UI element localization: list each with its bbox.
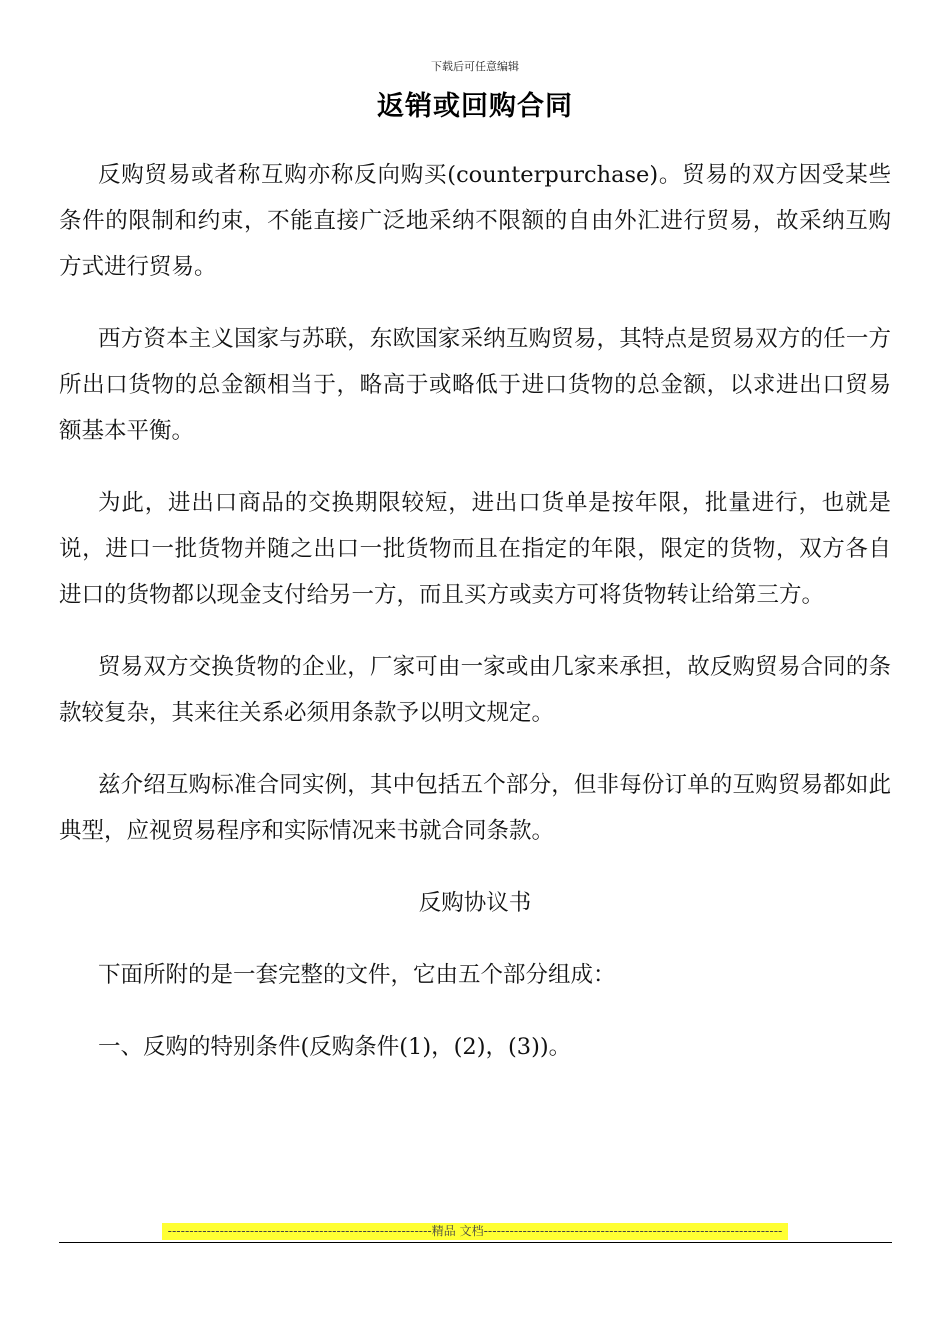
paragraph-2: 西方资本主义国家与苏联，东欧国家采纳互购贸易，其特点是贸易双方的任一方所出口货物的总金额相当于，略高于或略低于进口货物的总金额，以求进出口贸易额基本平衡。 — [59, 326, 891, 444]
paragraph-3: 为此，进出口商品的交换期限较短，进出口货单是按年限，批量进行，也就是说，进口一批货物并随之出口一批货物而且在指定的年限，限定的货物，双方各自进口的货物都以现金支付给另一方，而且买方或卖方可将货物转让给第三方。 — [59, 490, 891, 608]
intro-line: 下面所附的是一套完整的文件，它由五个部分组成： — [98, 962, 616, 988]
section-heading: 反购协议书 — [418, 890, 532, 916]
header-note: 下载后可任意编辑 — [431, 60, 519, 73]
list-item-1: 一、反购的特别条件(反购条件(1)，(2)，(3))。 — [98, 1034, 572, 1060]
footer-banner: -------------------------------------------------------------精品 文档--------------------------------------------------------------------- — [162, 1223, 788, 1240]
document-body — [59, 152, 891, 1096]
document-title: 返销或回购合同 — [377, 91, 573, 122]
paragraph-1: 反购贸易或者称互购亦称反向购买(counterpurchase)。贸易的双方因受某些条件的限制和约束，不能直接广泛地采纳不限额的自由外汇进行贸易，故采纳互购方式进行贸易。 — [59, 162, 891, 280]
footer-divider — [59, 1242, 892, 1243]
paragraph-4: 贸易双方交换货物的企业，厂家可由一家或由几家来承担，故反购贸易合同的条款较复杂，其来往关系必须用条款予以明文规定。 — [59, 654, 891, 726]
paragraph-5: 兹介绍互购标准合同实例，其中包括五个部分，但非每份订单的互购贸易都如此典型，应视贸易程序和实际情况来书就合同条款。 — [59, 772, 891, 844]
